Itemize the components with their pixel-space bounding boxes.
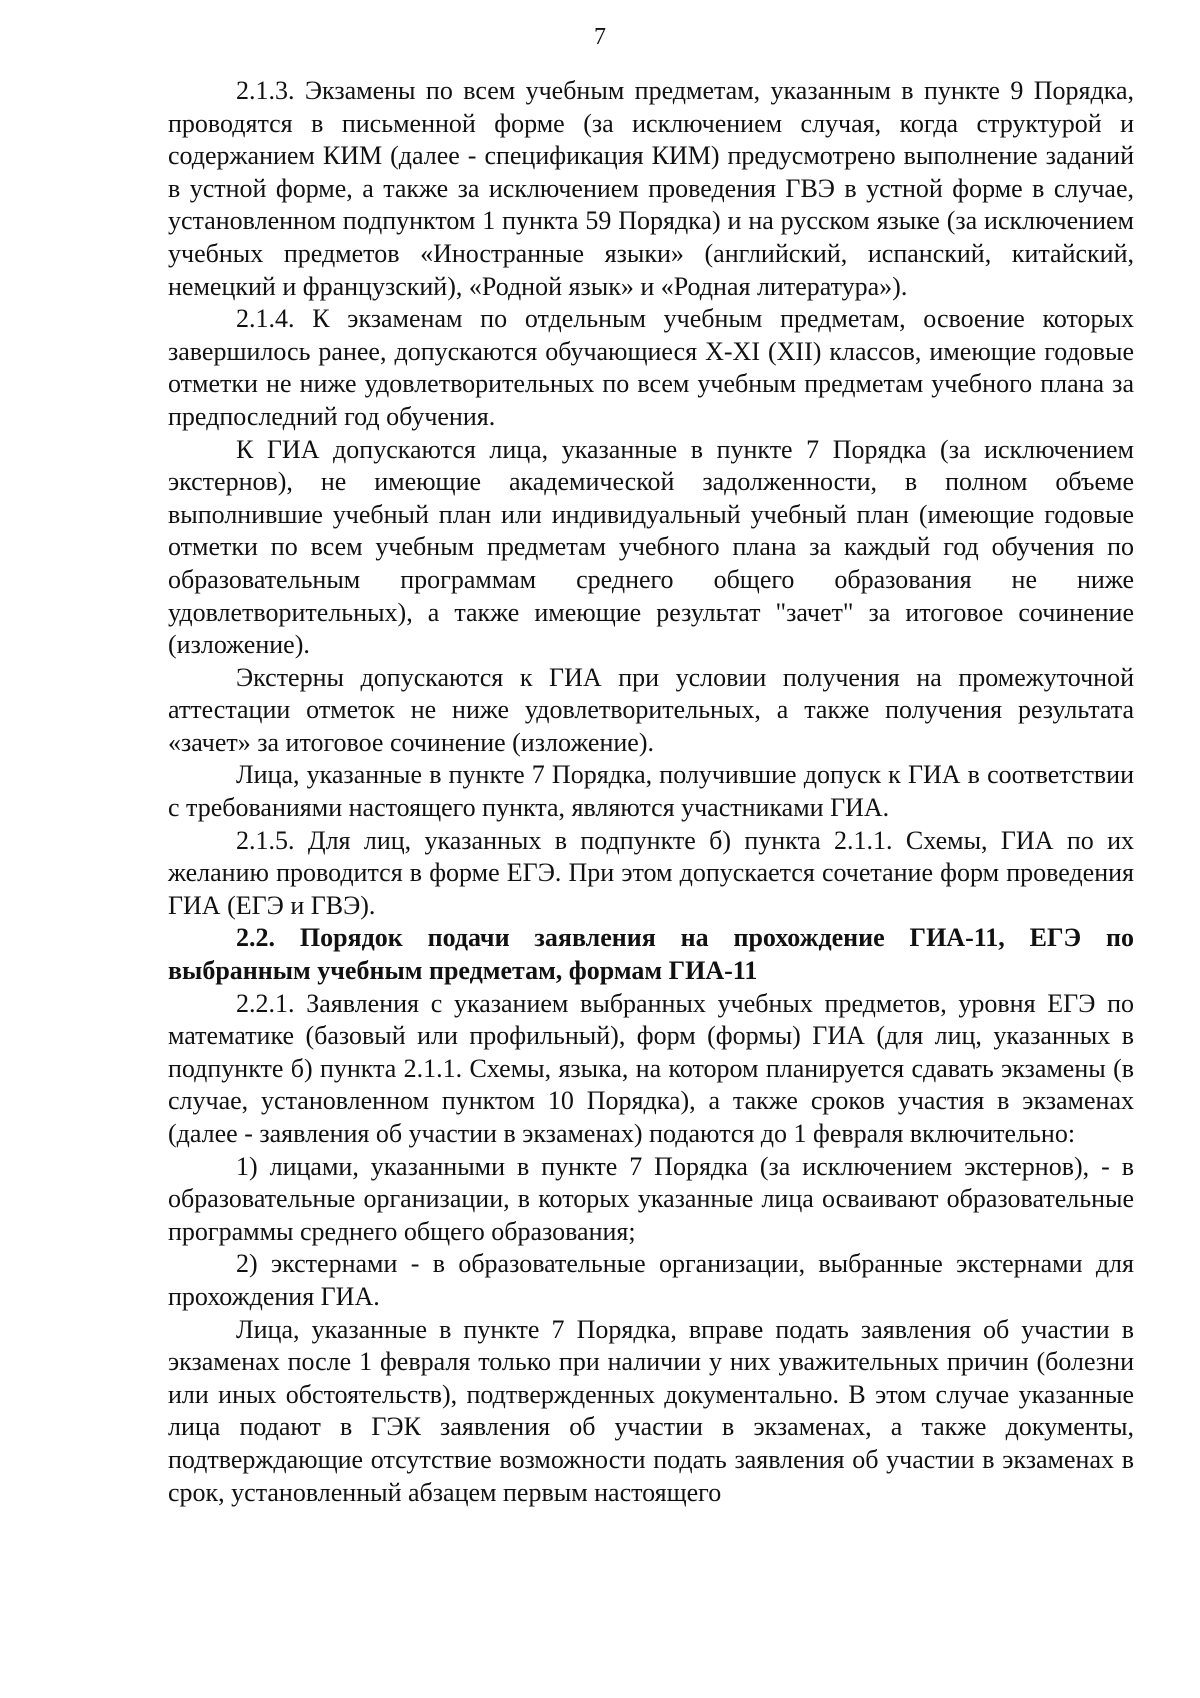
paragraph-participants: Лица, указанные в пункте 7 Порядка, получившие допуск к ГИА в соответствии с требованиями настоящего пункта, являются участниками ГИА.	[168, 760, 1134, 823]
paragraph-2-1-5: 2.1.5. Для лиц, указанных в подпункте б) пункта 2.1.1. Схемы, ГИА по их желанию проводится в форме ЕГЭ. При этом допускается сочетание форм проведения ГИА (ЕГЭ и ГВЭ).	[168, 825, 1134, 920]
page-number: 7	[594, 24, 606, 50]
paragraph-2-2-1: 2.2.1. Заявления с указанием выбранных учебных предметов, уровня ЕГЭ по математике (базовый или профильный), форм (формы) ГИА (для лиц, указанных в подпункте б) пункта 2.1.1. Схемы, языка, на котором планируется сдавать экзамены (в случае, установленном пунктом 10 Порядка), а также сроков участия в экзаменах (далее - заявления об участии в экзаменах) подаются до 1 февраля включительно:	[168, 988, 1134, 1148]
list-item-2: 2) экстернами - в образовательные организации, выбранные экстернами для прохождения ГИА.	[168, 1249, 1134, 1311]
paragraph-2-1-3: 2.1.3. Экзамены по всем учебным предметам, указанным в пункте 9 Порядка, проводятся в письменной форме (за исключением случая, когда структурой и содержанием КИМ (далее - спецификация КИМ) предусмотрено выполнение заданий в устной форме, а также за исключением проведения ГВЭ в устной форме в случае, установленном подпунктом 1 пункта 59 Порядка) и на русском языке (за исключением учебных предметов «Иностранные языки» (английский, испанский, китайский, немецкий и французский), «Родной язык» и «Родная литература»).	[168, 76, 1134, 301]
section-heading-2-2: 2.2. Порядок подачи заявления на прохождение ГИА-11, ЕГЭ по выбранным учебным предметам, формам ГИА-11	[168, 923, 1134, 986]
paragraph-late-applications: Лица, указанные в пункте 7 Порядка, вправе подать заявления об участии в экзаменах после 1 февраля только при наличии у них уважительных причин (болезни или иных обстоятельств), подтвержденных документально. В этом случае указанные лица подают в ГЭК заявления об участии в экзаменах, а также документы, подтверждающие отсутствие возможности подать заявления об участии в экзаменах в срок, установленный абзацем первым настоящего	[168, 1314, 1134, 1507]
document-body	[168, 75, 1134, 1509]
paragraph-externs: Экстерны допускаются к ГИА при условии получения на промежуточной аттестации отметок не ниже удовлетворительных, а также получения результата «зачет» за итоговое сочинение (изложение).	[168, 662, 1134, 757]
paragraph-2-1-4: 2.1.4. К экзаменам по отдельным учебным предметам, освоение которых завершилось ранее, допускаются обучающиеся X-XI (XII) классов, имеющие годовые отметки не ниже удовлетворительных по всем учебным предметам учебного плана за предпоследний год обучения.	[168, 304, 1134, 431]
paragraph-gia-admission: К ГИА допускаются лица, указанные в пункте 7 Порядка (за исключением экстернов), не имеющие академической задолженности, в полном объеме выполнившие учебный план или индивидуальный учебный план (имеющие годовые отметки по всем учебным предметам учебного плана за каждый год обучения по образовательным программам среднего общего образования не ниже удовлетворительных), а также имеющие результат "зачет" за итоговое сочинение (изложение).	[168, 434, 1134, 660]
list-item-1: 1) лицами, указанными в пункте 7 Порядка (за исключением экстернов), - в образовательные организации, в которых указанные лица осваивают образовательные программы среднего общего образования;	[168, 1151, 1134, 1246]
